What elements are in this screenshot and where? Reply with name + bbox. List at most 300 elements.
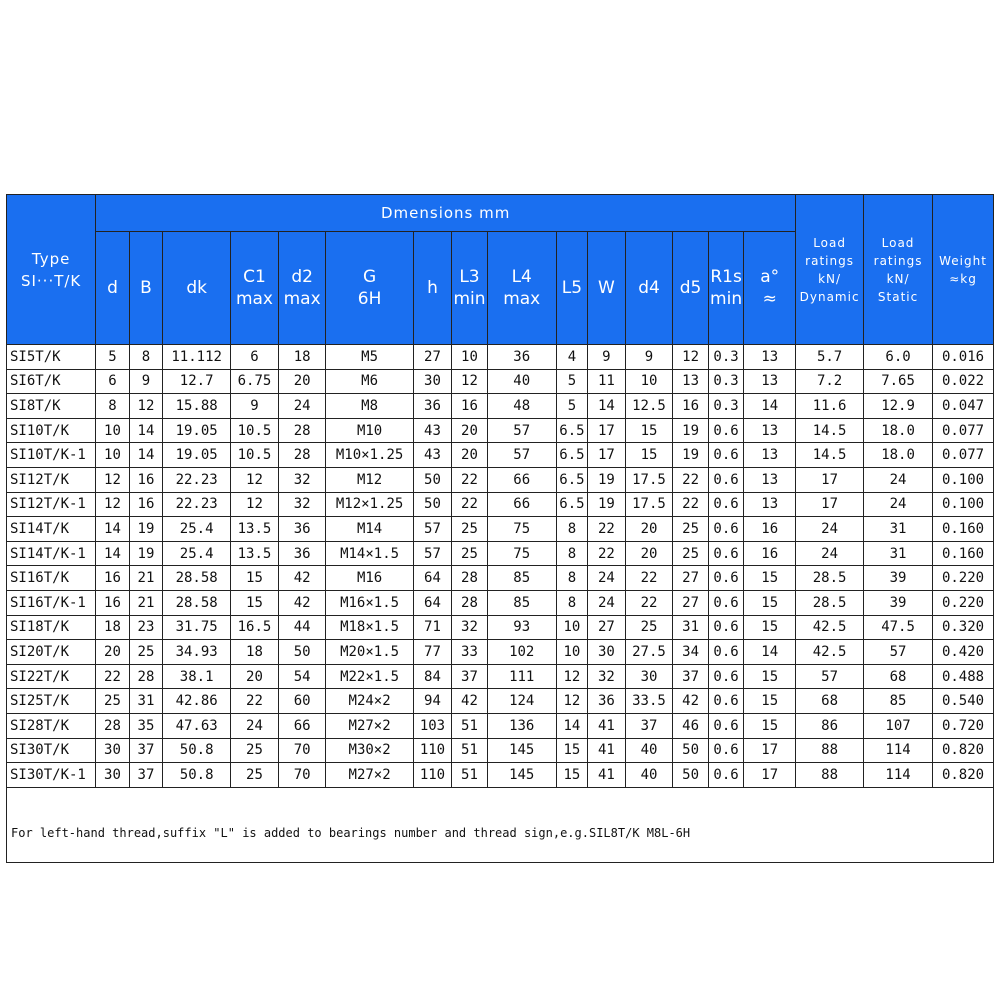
- table-cell: 30: [588, 640, 626, 665]
- table-cell: 37: [129, 763, 162, 788]
- table-cell: 24: [231, 713, 279, 738]
- table-cell: 39: [864, 590, 933, 615]
- type-cell: SI18T/K: [7, 615, 96, 640]
- table-cell: 16: [96, 590, 129, 615]
- table-cell: 19: [129, 517, 162, 542]
- table-cell: 12: [96, 492, 129, 517]
- table-cell: 0.6: [708, 664, 744, 689]
- column-header-label: B: [140, 278, 152, 298]
- table-cell: 14.5: [796, 443, 864, 468]
- column-header: [556, 232, 587, 345]
- table-row: [7, 689, 994, 714]
- table-cell: 10: [96, 418, 129, 443]
- table-row: [7, 418, 994, 443]
- table-cell: 21: [129, 566, 162, 591]
- table-cell: 107: [864, 713, 933, 738]
- column-header: [163, 232, 231, 345]
- table-cell: 19: [129, 541, 162, 566]
- table-cell: 6: [231, 345, 279, 370]
- table-cell: 0.3: [708, 345, 744, 370]
- table-cell: 0.6: [708, 566, 744, 591]
- table-cell: 25.4: [163, 517, 231, 542]
- column-header-label: h: [427, 278, 438, 298]
- table-cell: 145: [487, 763, 556, 788]
- table-cell: 24: [864, 467, 933, 492]
- table-row: [7, 467, 994, 492]
- table-cell: 46: [673, 713, 709, 738]
- table-cell: 25: [231, 738, 279, 763]
- type-header: [7, 195, 96, 345]
- table-cell: 6.5: [556, 467, 587, 492]
- table-cell: 15: [625, 443, 673, 468]
- column-header-label: G 6H: [357, 267, 382, 309]
- table-cell: 0.6: [708, 615, 744, 640]
- column-header: [96, 232, 129, 345]
- table-cell: 41: [588, 763, 626, 788]
- table-cell: 42: [673, 689, 709, 714]
- table-cell: 0.820: [933, 738, 994, 763]
- column-header: [452, 232, 488, 345]
- type-cell: SI10T/K-1: [7, 443, 96, 468]
- weight-header: [933, 195, 994, 345]
- table-cell: 27: [673, 590, 709, 615]
- table-cell: 22: [673, 492, 709, 517]
- table-cell: 12.7: [163, 369, 231, 394]
- table-cell: 13: [673, 369, 709, 394]
- table-cell: 13: [744, 467, 796, 492]
- table-row: [7, 517, 994, 542]
- table-cell: 15: [625, 418, 673, 443]
- type-cell: SI12T/K-1: [7, 492, 96, 517]
- table-cell: 8: [556, 590, 587, 615]
- table-cell: 44: [278, 615, 326, 640]
- table-cell: 0.6: [708, 467, 744, 492]
- table-cell: 43: [413, 443, 452, 468]
- table-cell: 114: [864, 763, 933, 788]
- table-cell: 77: [413, 640, 452, 665]
- table-cell: 8: [129, 345, 162, 370]
- table-cell: 15: [556, 738, 587, 763]
- table-cell: 0.3: [708, 394, 744, 419]
- table-cell: 57: [796, 664, 864, 689]
- table-cell: 19.05: [163, 418, 231, 443]
- column-header-label: L3 min: [453, 267, 486, 309]
- table-cell: 145: [487, 738, 556, 763]
- table-cell: 57: [864, 640, 933, 665]
- table-cell: 22: [452, 467, 488, 492]
- table-cell: M12×1.25: [326, 492, 413, 517]
- type-cell: SI16T/K-1: [7, 590, 96, 615]
- column-header-label: R1s min: [710, 267, 743, 309]
- table-cell: 0.420: [933, 640, 994, 665]
- table-cell: 15: [556, 763, 587, 788]
- table-cell: 19.05: [163, 443, 231, 468]
- table-cell: 14: [556, 713, 587, 738]
- table-cell: 50: [673, 763, 709, 788]
- table-cell: 15: [231, 566, 279, 591]
- table-cell: M16: [326, 566, 413, 591]
- table-cell: 15: [744, 713, 796, 738]
- column-header-label: W: [597, 278, 615, 298]
- column-header: [487, 232, 556, 345]
- table-cell: 0.6: [708, 418, 744, 443]
- table-cell: M22×1.5: [326, 664, 413, 689]
- table-cell: 18: [278, 345, 326, 370]
- table-cell: 42: [278, 566, 326, 591]
- table-cell: 16: [452, 394, 488, 419]
- table-cell: 10: [96, 443, 129, 468]
- table-cell: 9: [231, 394, 279, 419]
- table-cell: 28: [278, 418, 326, 443]
- table-cell: 16: [96, 566, 129, 591]
- table-cell: 0.077: [933, 443, 994, 468]
- table-cell: 10: [452, 345, 488, 370]
- table-cell: 20: [231, 664, 279, 689]
- table-cell: 8: [556, 517, 587, 542]
- table-cell: 15: [744, 566, 796, 591]
- table-cell: M27×2: [326, 763, 413, 788]
- column-header-label: d: [107, 278, 118, 298]
- table-cell: 50: [413, 467, 452, 492]
- column-header-label: d4: [638, 278, 660, 298]
- table-cell: 37: [673, 664, 709, 689]
- table-cell: 0.6: [708, 517, 744, 542]
- table-row: [7, 615, 994, 640]
- table-cell: 25: [231, 763, 279, 788]
- table-cell: 30: [96, 763, 129, 788]
- table-cell: 22: [673, 467, 709, 492]
- table-cell: 19: [588, 492, 626, 517]
- table-cell: 0.6: [708, 443, 744, 468]
- table-cell: 18: [231, 640, 279, 665]
- table-cell: 22.23: [163, 467, 231, 492]
- table-cell: 37: [625, 713, 673, 738]
- table-cell: M30×2: [326, 738, 413, 763]
- table-cell: 12: [556, 664, 587, 689]
- table-cell: 47.63: [163, 713, 231, 738]
- column-header: [278, 232, 326, 345]
- table-cell: 16.5: [231, 615, 279, 640]
- table-cell: 20: [278, 369, 326, 394]
- table-cell: M10×1.25: [326, 443, 413, 468]
- table-cell: 18.0: [864, 418, 933, 443]
- table-cell: 10.5: [231, 443, 279, 468]
- table-cell: 22: [452, 492, 488, 517]
- table-cell: 17.5: [625, 467, 673, 492]
- column-header: [708, 232, 744, 345]
- table-cell: 85: [864, 689, 933, 714]
- table-cell: 14: [744, 640, 796, 665]
- table-cell: 30: [625, 664, 673, 689]
- table-cell: 31: [673, 615, 709, 640]
- table-cell: 28: [278, 443, 326, 468]
- table-cell: 28: [129, 664, 162, 689]
- type-cell: SI30T/K-1: [7, 763, 96, 788]
- table-cell: 57: [413, 541, 452, 566]
- table-cell: 70: [278, 763, 326, 788]
- table-cell: 60: [278, 689, 326, 714]
- table-cell: 75: [487, 517, 556, 542]
- table-cell: 25: [673, 541, 709, 566]
- table-cell: 15.88: [163, 394, 231, 419]
- table-cell: 14: [96, 541, 129, 566]
- table-cell: 36: [278, 517, 326, 542]
- table-cell: 24: [278, 394, 326, 419]
- table-cell: 36: [588, 689, 626, 714]
- table-cell: 39: [864, 566, 933, 591]
- column-header-label: L5: [561, 278, 583, 298]
- table-cell: 0.6: [708, 689, 744, 714]
- header-row-top: [7, 195, 994, 232]
- table-cell: 13.5: [231, 517, 279, 542]
- column-header: [326, 232, 413, 345]
- table-row: [7, 541, 994, 566]
- table-cell: 13: [744, 443, 796, 468]
- table-cell: 85: [487, 590, 556, 615]
- table-cell: 17.5: [625, 492, 673, 517]
- table-cell: 0.220: [933, 590, 994, 615]
- table-cell: 6.5: [556, 443, 587, 468]
- type-cell: SI25T/K: [7, 689, 96, 714]
- column-header: [413, 232, 452, 345]
- table-cell: 51: [452, 713, 488, 738]
- table-cell: 114: [864, 738, 933, 763]
- table-cell: 20: [625, 541, 673, 566]
- table-row: [7, 345, 994, 370]
- table-cell: 102: [487, 640, 556, 665]
- table-cell: 36: [487, 345, 556, 370]
- table-cell: 40: [625, 763, 673, 788]
- table-cell: 6.5: [556, 418, 587, 443]
- table-cell: 18.0: [864, 443, 933, 468]
- table-cell: 27.5: [625, 640, 673, 665]
- table-cell: 0.160: [933, 517, 994, 542]
- table-cell: 64: [413, 590, 452, 615]
- table-cell: 33: [452, 640, 488, 665]
- table-cell: 34: [673, 640, 709, 665]
- table-cell: 25: [96, 689, 129, 714]
- table-cell: 5: [96, 345, 129, 370]
- weight-label: Weight ≈kg: [939, 253, 987, 286]
- table-cell: 32: [278, 492, 326, 517]
- table-cell: 50.8: [163, 738, 231, 763]
- table-cell: M8: [326, 394, 413, 419]
- table-cell: 14: [96, 517, 129, 542]
- column-header: [744, 232, 796, 345]
- table-cell: 24: [864, 492, 933, 517]
- table-cell: 0.6: [708, 590, 744, 615]
- column-header: [231, 232, 279, 345]
- table-cell: 12: [452, 369, 488, 394]
- table-cell: 20: [452, 418, 488, 443]
- table-cell: 51: [452, 738, 488, 763]
- column-header: [673, 232, 709, 345]
- table-row: [7, 763, 994, 788]
- table-cell: 23: [129, 615, 162, 640]
- column-header: [129, 232, 162, 345]
- column-header-label: d5: [679, 278, 702, 298]
- table-cell: 30: [413, 369, 452, 394]
- table-cell: 15: [744, 590, 796, 615]
- table-cell: 71: [413, 615, 452, 640]
- table-cell: 64: [413, 566, 452, 591]
- table-cell: M14: [326, 517, 413, 542]
- table-cell: 0.540: [933, 689, 994, 714]
- table-cell: 22: [231, 689, 279, 714]
- type-cell: SI16T/K: [7, 566, 96, 591]
- table-cell: 6: [96, 369, 129, 394]
- table-cell: 34.93: [163, 640, 231, 665]
- footnote-text: For left-hand thread,suffix "L" is added to bearings number and thread sign,e.g.SIL8T/K M8L-6H: [11, 825, 691, 840]
- table-cell: 11.112: [163, 345, 231, 370]
- table-cell: 12.5: [625, 394, 673, 419]
- table-cell: 13.5: [231, 541, 279, 566]
- table-cell: 5: [556, 369, 587, 394]
- table-cell: 12: [231, 467, 279, 492]
- table-cell: 8: [556, 566, 587, 591]
- table-cell: 85: [487, 566, 556, 591]
- table-cell: 25: [452, 517, 488, 542]
- table-cell: 50: [673, 738, 709, 763]
- table-cell: 42.86: [163, 689, 231, 714]
- table-cell: 17: [796, 467, 864, 492]
- table-cell: 50.8: [163, 763, 231, 788]
- type-cell: SI20T/K: [7, 640, 96, 665]
- table-cell: 14: [744, 394, 796, 419]
- table-cell: 36: [278, 541, 326, 566]
- table-cell: 12: [556, 689, 587, 714]
- table-cell: M12: [326, 467, 413, 492]
- table-cell: 7.65: [864, 369, 933, 394]
- table-cell: 12: [129, 394, 162, 419]
- table-cell: 50: [413, 492, 452, 517]
- table-row: [7, 738, 994, 763]
- table-cell: 15: [744, 664, 796, 689]
- table-cell: 6.0: [864, 345, 933, 370]
- table-cell: 17: [588, 443, 626, 468]
- table-cell: 48: [487, 394, 556, 419]
- table-cell: 25.4: [163, 541, 231, 566]
- table-cell: M20×1.5: [326, 640, 413, 665]
- table-cell: 4: [556, 345, 587, 370]
- table-cell: 110: [413, 738, 452, 763]
- table-cell: 41: [588, 738, 626, 763]
- table-cell: 0.6: [708, 713, 744, 738]
- table-cell: 36: [413, 394, 452, 419]
- table-cell: 0.016: [933, 345, 994, 370]
- table-cell: 0.820: [933, 763, 994, 788]
- table-cell: M27×2: [326, 713, 413, 738]
- table-cell: M6: [326, 369, 413, 394]
- table-cell: 0.160: [933, 541, 994, 566]
- table-cell: 20: [625, 517, 673, 542]
- table-cell: 0.6: [708, 738, 744, 763]
- table-cell: 27: [673, 566, 709, 591]
- table-cell: M18×1.5: [326, 615, 413, 640]
- load-dynamic-header: [796, 195, 864, 345]
- table-cell: 111: [487, 664, 556, 689]
- table-row: [7, 590, 994, 615]
- table-cell: 0.6: [708, 541, 744, 566]
- table-cell: 0.077: [933, 418, 994, 443]
- table-cell: 13: [744, 345, 796, 370]
- table-cell: 75: [487, 541, 556, 566]
- table-cell: 15: [744, 615, 796, 640]
- column-header-label: a° ≈: [760, 267, 780, 309]
- table-cell: 28: [452, 566, 488, 591]
- table-row: [7, 566, 994, 591]
- table-cell: 24: [796, 541, 864, 566]
- table-cell: 0.100: [933, 492, 994, 517]
- table-cell: 22: [588, 541, 626, 566]
- table-cell: 47.5: [864, 615, 933, 640]
- table-cell: 30: [96, 738, 129, 763]
- type-cell: SI10T/K: [7, 418, 96, 443]
- table-row: [7, 664, 994, 689]
- table-cell: 93: [487, 615, 556, 640]
- table-cell: 16: [744, 517, 796, 542]
- type-cell: SI6T/K: [7, 369, 96, 394]
- table-cell: 0.720: [933, 713, 994, 738]
- table-cell: 42: [278, 590, 326, 615]
- table-cell: 5.7: [796, 345, 864, 370]
- type-cell: SI8T/K: [7, 394, 96, 419]
- table-cell: 136: [487, 713, 556, 738]
- load-static-label: Load ratings kN/ Static: [873, 235, 923, 304]
- table-cell: 32: [452, 615, 488, 640]
- table-cell: 19: [588, 467, 626, 492]
- table-cell: 57: [487, 443, 556, 468]
- table-cell: 12.9: [864, 394, 933, 419]
- table-cell: 37: [129, 738, 162, 763]
- table-cell: 42: [452, 689, 488, 714]
- table-cell: 51: [452, 763, 488, 788]
- table-cell: 28.5: [796, 590, 864, 615]
- table-cell: 22.23: [163, 492, 231, 517]
- dimensions-header: Dmensions mm: [96, 195, 796, 232]
- table-cell: 18: [96, 615, 129, 640]
- table-cell: 13: [744, 369, 796, 394]
- table-cell: 25: [129, 640, 162, 665]
- table-cell: 88: [796, 763, 864, 788]
- table-cell: 21: [129, 590, 162, 615]
- table-cell: 31: [864, 541, 933, 566]
- spec-sheet: [6, 194, 994, 863]
- table-cell: 9: [129, 369, 162, 394]
- table-cell: 35: [129, 713, 162, 738]
- table-cell: 124: [487, 689, 556, 714]
- table-cell: 15: [231, 590, 279, 615]
- table-cell: 5: [556, 394, 587, 419]
- table-cell: 24: [796, 517, 864, 542]
- table-cell: 50: [278, 640, 326, 665]
- table-cell: 16: [129, 492, 162, 517]
- table-cell: 0.320: [933, 615, 994, 640]
- table-cell: 41: [588, 713, 626, 738]
- table-cell: 31: [864, 517, 933, 542]
- table-cell: 0.488: [933, 664, 994, 689]
- table-cell: 28: [452, 590, 488, 615]
- table-cell: 15: [744, 689, 796, 714]
- table-cell: 12: [673, 345, 709, 370]
- table-row: [7, 443, 994, 468]
- type-cell: SI12T/K: [7, 467, 96, 492]
- table-cell: 66: [278, 713, 326, 738]
- column-header: [625, 232, 673, 345]
- column-header-label: dk: [186, 278, 207, 298]
- table-cell: M10: [326, 418, 413, 443]
- table-cell: 66: [487, 492, 556, 517]
